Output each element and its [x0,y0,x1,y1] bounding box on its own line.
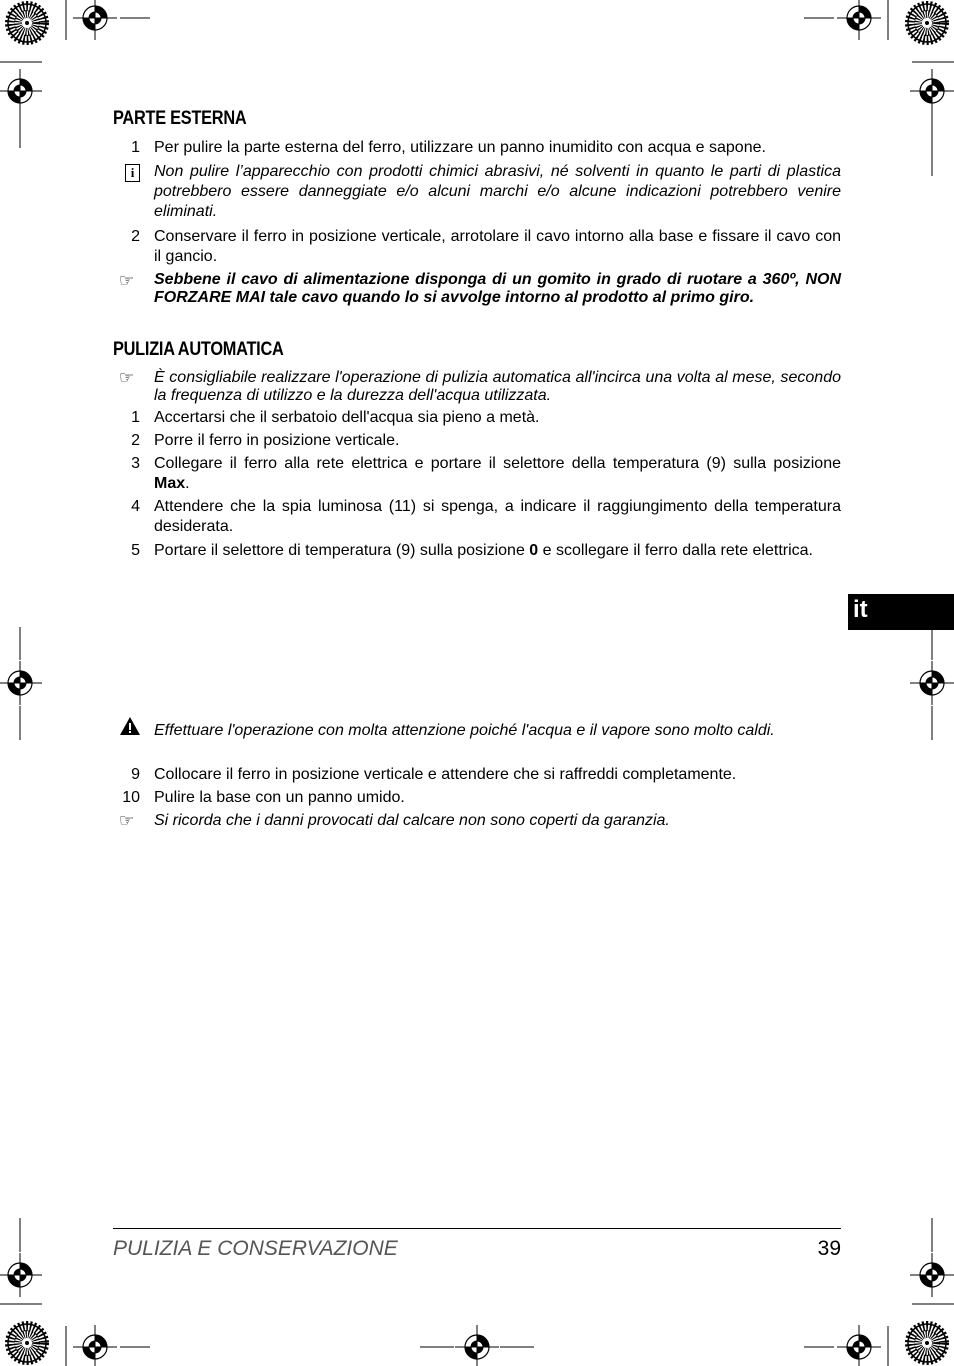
step-number: 1 [131,409,140,426]
footer-divider [113,1228,841,1229]
step-text: Conservare il ferro in posizione verticale, arrotolare il cavo intorno alla base e fissare il cavo con il gancio. [154,228,841,265]
step-number: 5 [131,542,140,559]
step-text: Per pulire la parte esterna del ferro, utilizzare un panno inumidito con acqua e sapone. [154,139,766,156]
note-text: Non pulire l’apparecchio con prodotti chimici abrasivi, né solventi in quanto le parti di plastica potrebbero essere danneggiate e/o alcuni marchi e/o alcune indicazioni potrebbero venire eliminati. [154,163,841,220]
warning-note [113,721,841,741]
step-10 [113,788,841,808]
pointer-note-frequency [113,369,841,405]
step-number: 10 [122,789,140,806]
step-number: 3 [131,455,140,472]
step-text: Collocare il ferro in posizione verticale e attendere che si raffreddi completamente. [154,766,737,783]
note-text: È consigliabile realizzare l'operazione di pulizia automatica all'incirca una volta al mese, secondo la frequenza di utilizzo e la durezza dell'acqua utilizzata. [154,369,841,404]
setting-zero: 0 [529,542,539,559]
pointer-note-cable [113,271,841,307]
step-1 [113,408,841,428]
note-text: Effettuare l'operazione con molta attenzione poiché l'acqua e il vapore sono molto caldi. [154,722,775,739]
step-text: Collegare il ferro alla rete elettrica e portare il selettore della temperatura (9) sulla posizione Max. [154,455,841,492]
step-2 [113,227,841,267]
step-2 [113,431,841,451]
info-note [113,162,841,222]
step-text: Pulire la base con un panno umido. [154,789,405,806]
section-title-pulizia-automatica: PULIZIA AUTOMATICA [113,339,284,360]
step-9 [113,765,841,785]
step-number: 2 [131,432,140,449]
info-icon: i [125,164,140,182]
page-number: 39 [817,1237,841,1260]
step-text: Accertarsi che il serbatoio dell'acqua sia pieno a metà. [154,409,540,426]
step-1 [113,138,841,158]
step-number: 9 [131,766,140,783]
note-text: Si ricorda che i danni provocati dal calcare non sono coperti da garanzia. [154,812,670,829]
pointing-hand-icon: ☞ [118,271,135,290]
step-text: Porre il ferro in posizione verticale. [154,432,400,449]
step-number: 4 [131,498,140,515]
note-marker [113,163,140,183]
setting-max: Max [154,475,186,492]
pointing-hand-icon: ☞ [118,811,135,830]
step-3 [113,454,841,494]
pointer-note-warranty [113,811,841,831]
note-text: Sebbene il cavo di alimentazione disponga di un gomito in grado di ruotare a 360º, NON FORZARE MAI tale cavo quando lo si avvolge intorno al prodotto al primo giro. [154,271,841,306]
note-marker [119,716,141,742]
step-4 [113,497,841,537]
footer-title: PULIZIA E CONSERVAZIONE [113,1237,398,1260]
warning-icon [119,716,141,736]
step-number: 2 [131,228,140,245]
language-code: it [853,596,868,623]
language-tab [848,594,954,630]
step-text: Attendere che la spia luminosa (11) si spenga, a indicare il raggiungimento della temperatura desiderata. [154,498,841,535]
section-title-parte-esterna: PARTE ESTERNA [113,108,247,129]
step-5 [113,541,841,561]
step-number: 1 [131,139,140,156]
pointing-hand-icon: ☞ [118,368,135,387]
step-text: Portare il selettore di temperatura (9) sulla posizione 0 e scollegare il ferro dalla rete elettrica. [154,542,813,559]
